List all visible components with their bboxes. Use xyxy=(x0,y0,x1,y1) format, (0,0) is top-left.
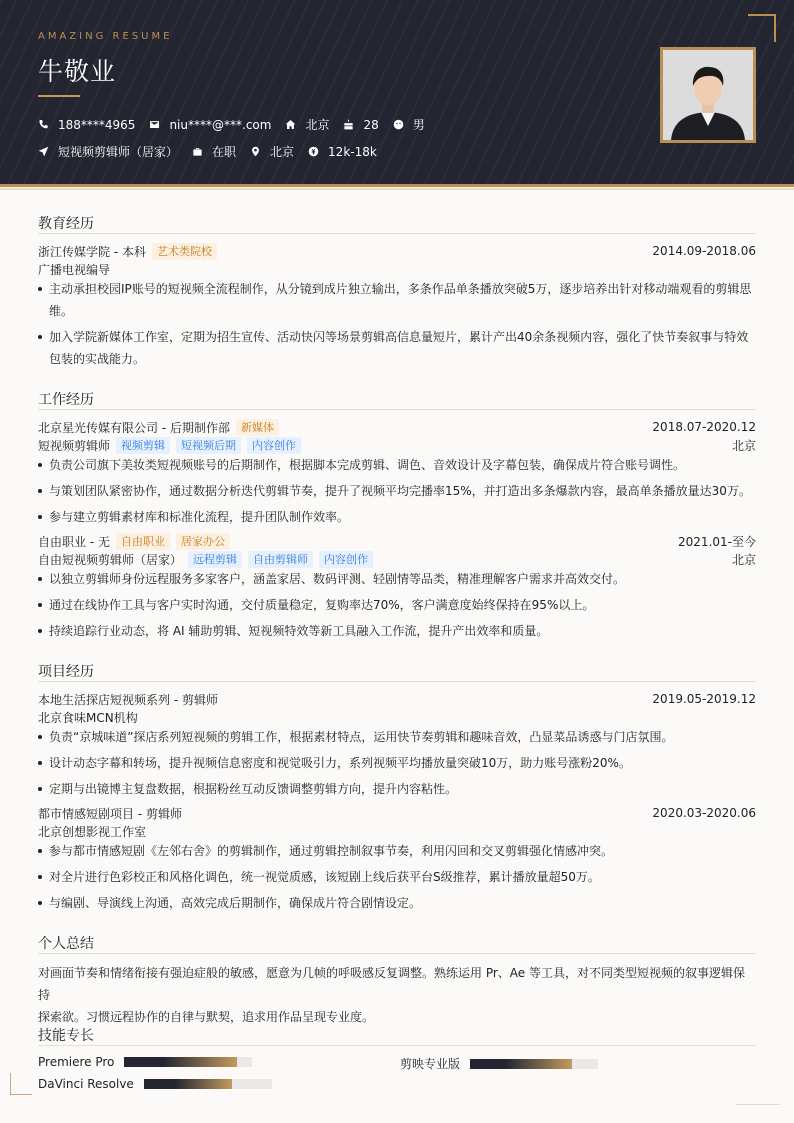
job-bullet: 参与建立剪辑素材库和标准化流程，提升团队制作效率。 xyxy=(38,506,756,528)
location-pin-icon xyxy=(250,146,261,157)
job-location: 北京 xyxy=(731,438,756,453)
job-role: 自由短视频剪辑师（居家） xyxy=(38,552,183,567)
city-text: 北京 xyxy=(305,118,330,132)
education-dates: 2014.09-2018.06 xyxy=(652,244,756,258)
target-city-item xyxy=(250,143,294,160)
send-icon xyxy=(38,146,49,157)
project-dates: 2019.05-2019.12 xyxy=(652,692,756,706)
corner-ornament xyxy=(748,14,776,42)
city-item xyxy=(285,116,329,133)
skill-item xyxy=(400,1055,598,1072)
education-bullet: 主动承担校园IP账号的短视频全流程制作，从分镜到成片独立输出，多条作品单条播放突破5万，逐步培养出针对移动端观看的剪辑思 维。 xyxy=(38,278,756,322)
section-divider xyxy=(38,681,756,682)
section-divider xyxy=(38,233,756,234)
skill-bar xyxy=(470,1059,598,1069)
school-tag: 艺术类院校 xyxy=(152,243,217,260)
coin-icon xyxy=(308,146,319,157)
job-header-row xyxy=(38,418,756,436)
company-tag: 新媒体 xyxy=(236,419,279,436)
company-line: 自由职业 - 无 xyxy=(38,534,110,549)
education-header-row xyxy=(38,242,756,260)
major: 广播电视编导 xyxy=(38,262,111,277)
mail-icon xyxy=(149,119,160,130)
role-tag: 内容创作 xyxy=(319,551,373,568)
job-dates: 2021.01-至今 xyxy=(678,534,756,549)
skill-bar xyxy=(124,1057,252,1067)
company-tag: 自由职业 xyxy=(116,533,170,550)
section-title-skills: 技能专长 xyxy=(38,1028,94,1044)
project-bullet: 参与都市情感短剧《左邻右舍》的剪辑制作，通过剪辑控制叙事节奏，利用闪回和交叉剪辑强化情感冲突。 xyxy=(38,840,756,862)
project-bullet: 对全片进行色彩校正和风格化调色，统一视觉质感，该短剧上线后获平台S级推荐，累计播放量超50万。 xyxy=(38,866,756,888)
job-role-row xyxy=(38,550,756,568)
position-item xyxy=(38,143,178,160)
phone-item xyxy=(38,118,135,132)
job-bullet: 与策划团队紧密协作，通过数据分析迭代剪辑节奏，提升了视频平均完播率15%，并打造出多条爆款内容，最高单条播放量达30万。 xyxy=(38,480,756,502)
company-line: 北京星光传媒有限公司 - 后期制作部 xyxy=(38,420,230,435)
salary-item xyxy=(308,145,377,159)
project-org: 北京食味MCN机构 xyxy=(38,710,138,725)
briefcase-icon xyxy=(192,146,203,157)
section-divider xyxy=(38,1045,756,1046)
project-bullet: 定期与出镜博主复盘数据，根据粉丝互动反馈调整剪辑方向，提升内容粘性。 xyxy=(38,778,756,800)
home-icon xyxy=(285,119,296,130)
section-title-summary: 个人总结 xyxy=(38,936,94,952)
brand-label: AMAZING RESUME xyxy=(38,31,173,42)
role-tag: 视频剪辑 xyxy=(116,437,170,454)
company-tag: 居家办公 xyxy=(176,533,230,550)
profile-photo xyxy=(660,47,756,143)
job-bullet: 以独立剪辑师身份远程服务多家客户，涵盖家居、数码评测、轻剧情等品类，精准理解客户需求并高效交付。 xyxy=(38,568,756,590)
email-item xyxy=(149,118,271,132)
section-title-education: 教育经历 xyxy=(38,216,94,232)
role-tag: 短视频后期 xyxy=(176,437,241,454)
summary-text: 对画面节奏和情绪衔接有强迫症般的敏感，愿意为几帧的呼吸感反复调整。熟练运用 Pr、Ae 等工具，对不同类型短视频的叙事逻辑保持 探索欲。习惯远程协作的自律与默契，追求用作品呈现专业度。 xyxy=(38,966,745,1024)
portrait-image xyxy=(663,50,753,140)
status-item xyxy=(192,143,236,160)
project-dates: 2020.03-2020.06 xyxy=(652,806,756,820)
skill-bar-fill xyxy=(144,1079,232,1089)
corner-ornament xyxy=(736,1104,780,1105)
skill-item xyxy=(38,1055,252,1069)
role-tag: 内容创作 xyxy=(247,437,301,454)
job-bullet: 通过在线协作工具与客户实时沟通，交付质量稳定，复购率达70%，客户满意度始终保持在95%以上。 xyxy=(38,594,756,616)
skill-name: DaVinci Resolve xyxy=(38,1077,134,1091)
salary-text: 12k-18k xyxy=(328,144,377,159)
age-text: 28 xyxy=(363,117,379,132)
skill-bar-fill xyxy=(470,1059,572,1069)
skill-name: 剪映专业版 xyxy=(400,1057,461,1071)
education-bullet: 加入学院新媒体工作室，定期为招生宣传、活动快闪等场景剪辑高信息量短片，累计产出40余条视频内容，强化了快节奏叙事与特效 包装的实战能力。 xyxy=(38,326,756,370)
phone-text: 188****4965 xyxy=(58,117,136,132)
job-intent-row xyxy=(38,143,391,160)
skill-bar-fill xyxy=(124,1057,237,1067)
job-role: 短视频剪辑师 xyxy=(38,438,111,453)
candidate-name: 牛敬业 xyxy=(38,57,117,86)
project-name: 都市情感短剧项目 - 剪辑师 xyxy=(38,806,182,821)
role-tag: 远程剪辑 xyxy=(188,551,242,568)
section-title-work: 工作经历 xyxy=(38,392,94,408)
cake-icon xyxy=(343,119,354,130)
gender-item xyxy=(393,116,425,133)
project-bullet: 负责“京城味道”探店系列短视频的剪辑工作，根据素材特点，运用快节奏剪辑和趣味音效，凸显菜品诱惑与门店氛围。 xyxy=(38,726,756,748)
project-header-row xyxy=(38,804,756,822)
name-underline xyxy=(38,95,80,97)
target-city-text: 北京 xyxy=(270,145,295,159)
project-bullet: 与编剧、导演线上沟通，高效完成后期制作，确保成片符合剧情设定。 xyxy=(38,892,756,914)
job-bullet: 负责公司旗下美妆类短视频账号的后期制作，根据脚本完成剪辑、调色、音效设计及字幕包装，确保成片符合账号调性。 xyxy=(38,454,756,476)
job-location: 北京 xyxy=(731,552,756,567)
face-icon xyxy=(393,119,404,130)
skill-name: Premiere Pro xyxy=(38,1055,115,1069)
contact-row xyxy=(38,116,439,133)
section-title-projects: 项目经历 xyxy=(38,664,94,680)
email-text: niu****@***.com xyxy=(169,117,272,132)
gender-text: 男 xyxy=(412,118,425,132)
project-org-row xyxy=(38,822,756,840)
job-bullet: 持续追踪行业动态，将 AI 辅助剪辑、短视频特效等新工具融入工作流，提升产出效率和质量。 xyxy=(38,620,756,642)
position-text: 短视频剪辑师（居家） xyxy=(58,145,179,159)
project-name: 本地生活探店短视频系列 - 剪辑师 xyxy=(38,692,218,707)
skill-bar xyxy=(144,1079,272,1089)
section-divider xyxy=(38,409,756,410)
job-dates: 2018.07-2020.12 xyxy=(652,420,756,434)
project-bullet: 设计动态字幕和转场，提升视频信息密度和视觉吸引力，系列视频平均播放量突破10万，助力账号涨粉20%。 xyxy=(38,752,756,774)
job-header-row xyxy=(38,532,756,550)
phone-icon xyxy=(38,119,49,130)
job-role-row xyxy=(38,436,756,454)
education-major-row xyxy=(38,260,756,278)
age-item xyxy=(343,118,378,132)
status-text: 在职 xyxy=(212,145,237,159)
skill-item xyxy=(38,1077,272,1091)
section-divider xyxy=(38,953,756,954)
resume-header xyxy=(0,0,794,187)
project-org-row xyxy=(38,708,756,726)
role-tag: 自由剪辑师 xyxy=(248,551,313,568)
project-org: 北京创想影视工作室 xyxy=(38,824,147,839)
school-line: 浙江传媒学院 - 本科 xyxy=(38,244,146,259)
corner-ornament xyxy=(10,1073,32,1095)
project-header-row xyxy=(38,690,756,708)
